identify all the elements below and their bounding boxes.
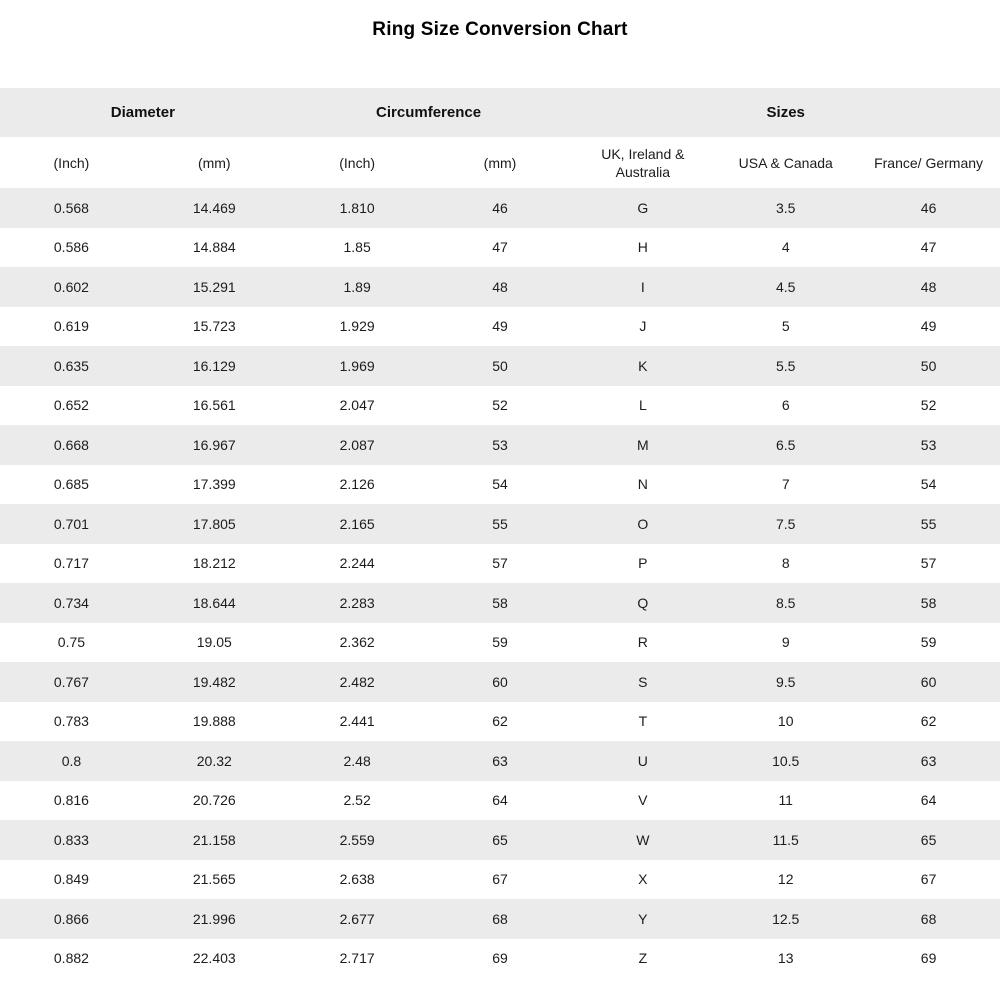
table-cell: 0.75: [57, 634, 86, 651]
table-cell: 68: [492, 910, 508, 927]
table-cell: 0.668: [53, 436, 89, 453]
table-cell: 16.967: [192, 436, 236, 453]
column-header-usa-canada: USA & Canada: [738, 154, 833, 171]
table-cell: 12: [777, 871, 794, 888]
table-cell: 21.158: [192, 831, 236, 848]
table-cell: 22.403: [192, 950, 236, 967]
table-cell: 58: [492, 594, 508, 611]
table-cell: 69: [492, 950, 508, 967]
table-cell: 11.5: [772, 831, 799, 848]
table-cell: 10: [777, 713, 794, 730]
table-row: [0, 188, 1000, 228]
table-cell: 1.969: [339, 357, 375, 374]
table-cell: 48: [492, 278, 508, 295]
table-cell: 50: [492, 357, 508, 374]
table-cell: 7: [781, 476, 790, 493]
table-cell: 50: [920, 357, 937, 374]
column-group-diameter: Diameter: [110, 104, 175, 121]
table-cell: I: [640, 278, 645, 295]
table-cell: 0.816: [53, 792, 89, 809]
table-row: [0, 544, 1000, 584]
table-cell: 4: [781, 239, 790, 256]
table-cell: 0.619: [53, 318, 89, 335]
table-cell: 8: [781, 555, 790, 572]
table-cell: 11: [778, 792, 793, 809]
table-row: [0, 662, 1000, 702]
table-cell: 62: [492, 713, 508, 730]
column-group-circumference: Circumference: [376, 104, 482, 121]
table-cell: 2.244: [339, 555, 375, 572]
table-cell: 0.767: [53, 673, 89, 690]
table-cell: 0.685: [53, 476, 89, 493]
table-cell: G: [637, 199, 649, 216]
table-cell: 60: [492, 673, 508, 690]
table-cell: J: [639, 318, 647, 335]
table-cell: 0.652: [53, 397, 89, 414]
table-cell: 13: [777, 950, 794, 967]
table-cell: 2.126: [339, 476, 375, 493]
table-cell: 18.644: [192, 594, 236, 611]
table-row: [0, 465, 1000, 505]
table-cell: 0.734: [53, 594, 89, 611]
column-header-circumference-inch: (Inch): [339, 154, 376, 171]
table-cell: 58: [920, 594, 937, 611]
table-cell: L: [638, 397, 647, 414]
column-header-diameter-inch: (Inch): [53, 154, 90, 171]
table-row: [0, 899, 1000, 939]
table-cell: 52: [492, 397, 508, 414]
table-cell: 64: [492, 792, 508, 809]
table-cell: 2.087: [339, 436, 375, 453]
table-cell: 47: [920, 239, 937, 256]
table-cell: 49: [920, 318, 937, 335]
table-body: [0, 188, 1000, 978]
table-cell: 57: [920, 555, 937, 572]
table-row: [0, 386, 1000, 426]
table-cell: M: [637, 436, 649, 453]
table-cell: 2.165: [339, 515, 375, 532]
table-row: [0, 623, 1000, 663]
table-cell: 2.717: [339, 950, 375, 967]
table-cell: 14.469: [192, 199, 236, 216]
table-cell: 65: [492, 831, 508, 848]
table-cell: 19.05: [196, 634, 232, 651]
table-cell: 5: [781, 318, 790, 335]
table-cell: Z: [638, 950, 648, 967]
table-cell: 69: [920, 950, 937, 967]
table-cell: 0.717: [53, 555, 89, 572]
table-cell: 1.89: [343, 278, 371, 295]
table-cell: 63: [920, 752, 937, 769]
table-cell: 18.212: [192, 555, 236, 572]
table-cell: 16.129: [192, 357, 236, 374]
table-cell: 9.5: [775, 673, 796, 690]
table-cell: 16.561: [192, 397, 236, 414]
table-cell: 0.8: [61, 752, 82, 769]
table-row: [0, 939, 1000, 979]
page-title: Ring Size Conversion Chart: [372, 19, 628, 40]
table-cell: 67: [920, 871, 937, 888]
table-cell: 67: [492, 871, 508, 888]
table-cell: 47: [492, 239, 508, 256]
table-row: [0, 781, 1000, 821]
table-cell: 0.849: [53, 871, 89, 888]
table-cell: 15.291: [192, 278, 236, 295]
table-cell: 49: [492, 318, 508, 335]
table-cell: U: [637, 752, 648, 769]
table-cell: 2.677: [339, 910, 375, 927]
table-cell: 1.810: [339, 199, 375, 216]
table-cell: 59: [920, 634, 937, 651]
table-cell: 0.783: [53, 713, 89, 730]
table-cell: 4.5: [775, 278, 796, 295]
table-row: [0, 820, 1000, 860]
table-cell: 54: [492, 476, 508, 493]
table-cell: 65: [920, 831, 937, 848]
table-cell: 55: [492, 515, 508, 532]
table-row: [0, 425, 1000, 465]
table-cell: 2.362: [339, 634, 375, 651]
table-cell: 0.586: [53, 239, 89, 256]
table-cell: 6: [781, 397, 790, 414]
table-cell: Q: [637, 594, 649, 611]
table-cell: 10.5: [772, 752, 800, 769]
table-cell: 0.635: [53, 357, 89, 374]
column-group-row: [0, 88, 1000, 137]
table-row: [0, 267, 1000, 307]
table-cell: 20.32: [196, 752, 232, 769]
table-cell: 57: [492, 555, 508, 572]
table-cell: 17.805: [192, 515, 236, 532]
table-row: [0, 307, 1000, 347]
table-cell: 21.996: [192, 910, 236, 927]
table-cell: 2.638: [339, 871, 375, 888]
table-cell: 9: [781, 634, 790, 651]
table-cell: V: [638, 792, 648, 809]
column-header-diameter-mm: (mm): [197, 154, 231, 171]
table-cell: 46: [492, 199, 508, 216]
table-cell: 63: [492, 752, 508, 769]
table-cell: 2.047: [339, 397, 375, 414]
table-cell: T: [638, 713, 648, 730]
table-cell: S: [638, 673, 648, 690]
table-cell: 68: [920, 910, 937, 927]
table-row: [0, 860, 1000, 900]
table-cell: 59: [492, 634, 508, 651]
table-cell: 64: [920, 792, 937, 809]
table-row: [0, 702, 1000, 742]
column-header-france-germany: France/ Germany: [874, 154, 984, 171]
table-cell: 21.565: [192, 871, 236, 888]
table-cell: Y: [638, 910, 648, 927]
table-cell: 2.52: [343, 792, 371, 809]
table-cell: X: [638, 871, 648, 888]
table-cell: 53: [492, 436, 508, 453]
table-cell: 55: [920, 515, 937, 532]
table-cell: 52: [920, 397, 937, 414]
table-cell: 0.882: [53, 950, 89, 967]
table-cell: 19.482: [192, 673, 236, 690]
table-cell: 2.283: [339, 594, 375, 611]
table-cell: 1.85: [343, 239, 371, 256]
table-cell: 62: [920, 713, 937, 730]
table-cell: 6.5: [775, 436, 796, 453]
table-cell: 12.5: [772, 910, 800, 927]
table-cell: 2.48: [343, 752, 371, 769]
table-row: [0, 346, 1000, 386]
table-cell: 3.5: [775, 199, 796, 216]
table-cell: 0.602: [53, 278, 89, 295]
column-group-sizes: Sizes: [766, 104, 805, 121]
table-cell: 5.5: [775, 357, 796, 374]
table-cell: H: [637, 239, 648, 256]
table-cell: R: [637, 634, 648, 651]
table-row: [0, 504, 1000, 544]
table-cell: 8.5: [775, 594, 796, 611]
table-cell: 54: [920, 476, 937, 493]
ring-size-conversion-table: [0, 88, 1000, 978]
table-row: [0, 741, 1000, 781]
column-header-row: [0, 137, 1000, 188]
table-cell: 7.5: [775, 515, 796, 532]
table-cell: 1.929: [339, 318, 375, 335]
table-cell: N: [637, 476, 648, 493]
column-header-uk-ireland-australia: UK, Ireland & Australia: [601, 145, 685, 180]
table-cell: P: [638, 555, 648, 572]
table-cell: 2.482: [339, 673, 375, 690]
table-cell: 0.833: [53, 831, 89, 848]
table-cell: 0.701: [53, 515, 89, 532]
table-cell: 46: [920, 199, 937, 216]
table-cell: K: [638, 357, 648, 374]
table-cell: 19.888: [192, 713, 236, 730]
table-row: [0, 228, 1000, 268]
table-cell: 20.726: [192, 792, 236, 809]
table-cell: 0.568: [53, 199, 89, 216]
table-cell: 14.884: [192, 239, 236, 256]
table-cell: 17.399: [192, 476, 236, 493]
table-cell: 0.866: [53, 910, 89, 927]
table-cell: 53: [920, 436, 937, 453]
table-cell: 48: [920, 278, 937, 295]
table-row: [0, 583, 1000, 623]
table-cell: W: [636, 831, 650, 848]
table-cell: 2.559: [339, 831, 375, 848]
table-cell: 60: [920, 673, 937, 690]
table-cell: 2.441: [339, 713, 375, 730]
table-cell: 15.723: [192, 318, 236, 335]
table-cell: O: [637, 515, 649, 532]
column-header-circumference-mm: (mm): [483, 154, 517, 171]
